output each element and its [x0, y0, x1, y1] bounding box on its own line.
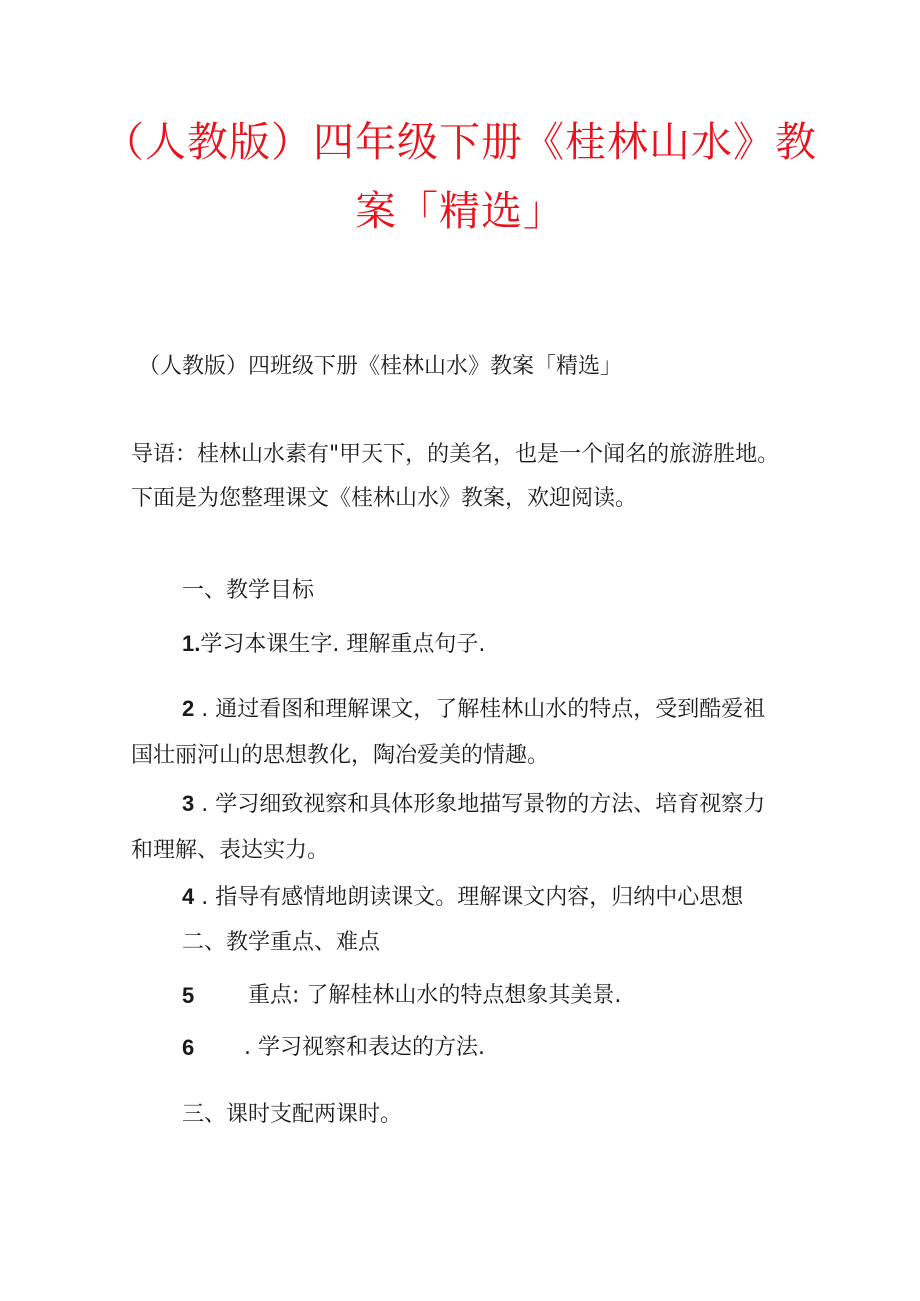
intro-paragraph-line-2: 下面是为您整理课文《桂林山水》教案，欢迎阅读。 [131, 486, 638, 511]
section-heading-class-hours: 三、课时支配两课时。 [182, 1102, 403, 1127]
section-heading-teaching-goals: 一、教学目标 [182, 578, 315, 603]
point-item-5-text: 重点: 了解桂林山水的特点想象其美景. [248, 983, 622, 1008]
goal-item-1 [182, 629, 485, 660]
intro-paragraph-line-1: 导语：桂林山水素有"甲天下，的美名，也是一个闻名的旅游胜地。 [131, 442, 780, 467]
point-number: 5 [182, 983, 195, 1008]
goal-number: 2 [182, 696, 195, 721]
goal-item-3-continuation: 和理解、表达实力。 [131, 838, 330, 863]
document-subtitle: （人教版）四班级下册《桂林山水》教案「精选」 [138, 354, 623, 379]
goal-number: 3 [182, 791, 195, 816]
goal-item-3 [182, 789, 765, 820]
goal-text: . 学习细致视察和具体形象地描写景物的方法、培育视察力 [194, 792, 766, 817]
goal-number: 1. [182, 631, 201, 656]
point-item-6-text: . 学习视察和表达的方法. [244, 1035, 485, 1060]
goal-number: 4 [182, 884, 195, 909]
point-item-5 [182, 981, 194, 1012]
goal-item-2 [182, 694, 765, 725]
goal-text: . 指导有感情地朗读课文。理解课文内容，归纳中心思想 [194, 885, 744, 910]
point-number: 6 [182, 1035, 195, 1060]
goal-text: . 通过看图和理解课文，了解桂林山水的特点，受到酷爱祖 [194, 697, 766, 722]
goal-item-2-continuation: 国壮丽河山的思想教化，陶冶爱美的情趣。 [131, 743, 550, 768]
document-title-line-1: （人教版）四年级下册《桂林山水》教 [103, 118, 817, 166]
document-title-line-2: 案「精选」 [355, 187, 565, 235]
point-item-6 [182, 1033, 194, 1064]
goal-item-4 [182, 882, 743, 913]
section-heading-key-points: 二、教学重点、难点 [182, 930, 381, 955]
goal-text: 学习本课生字. 理解重点句子. [200, 632, 486, 657]
